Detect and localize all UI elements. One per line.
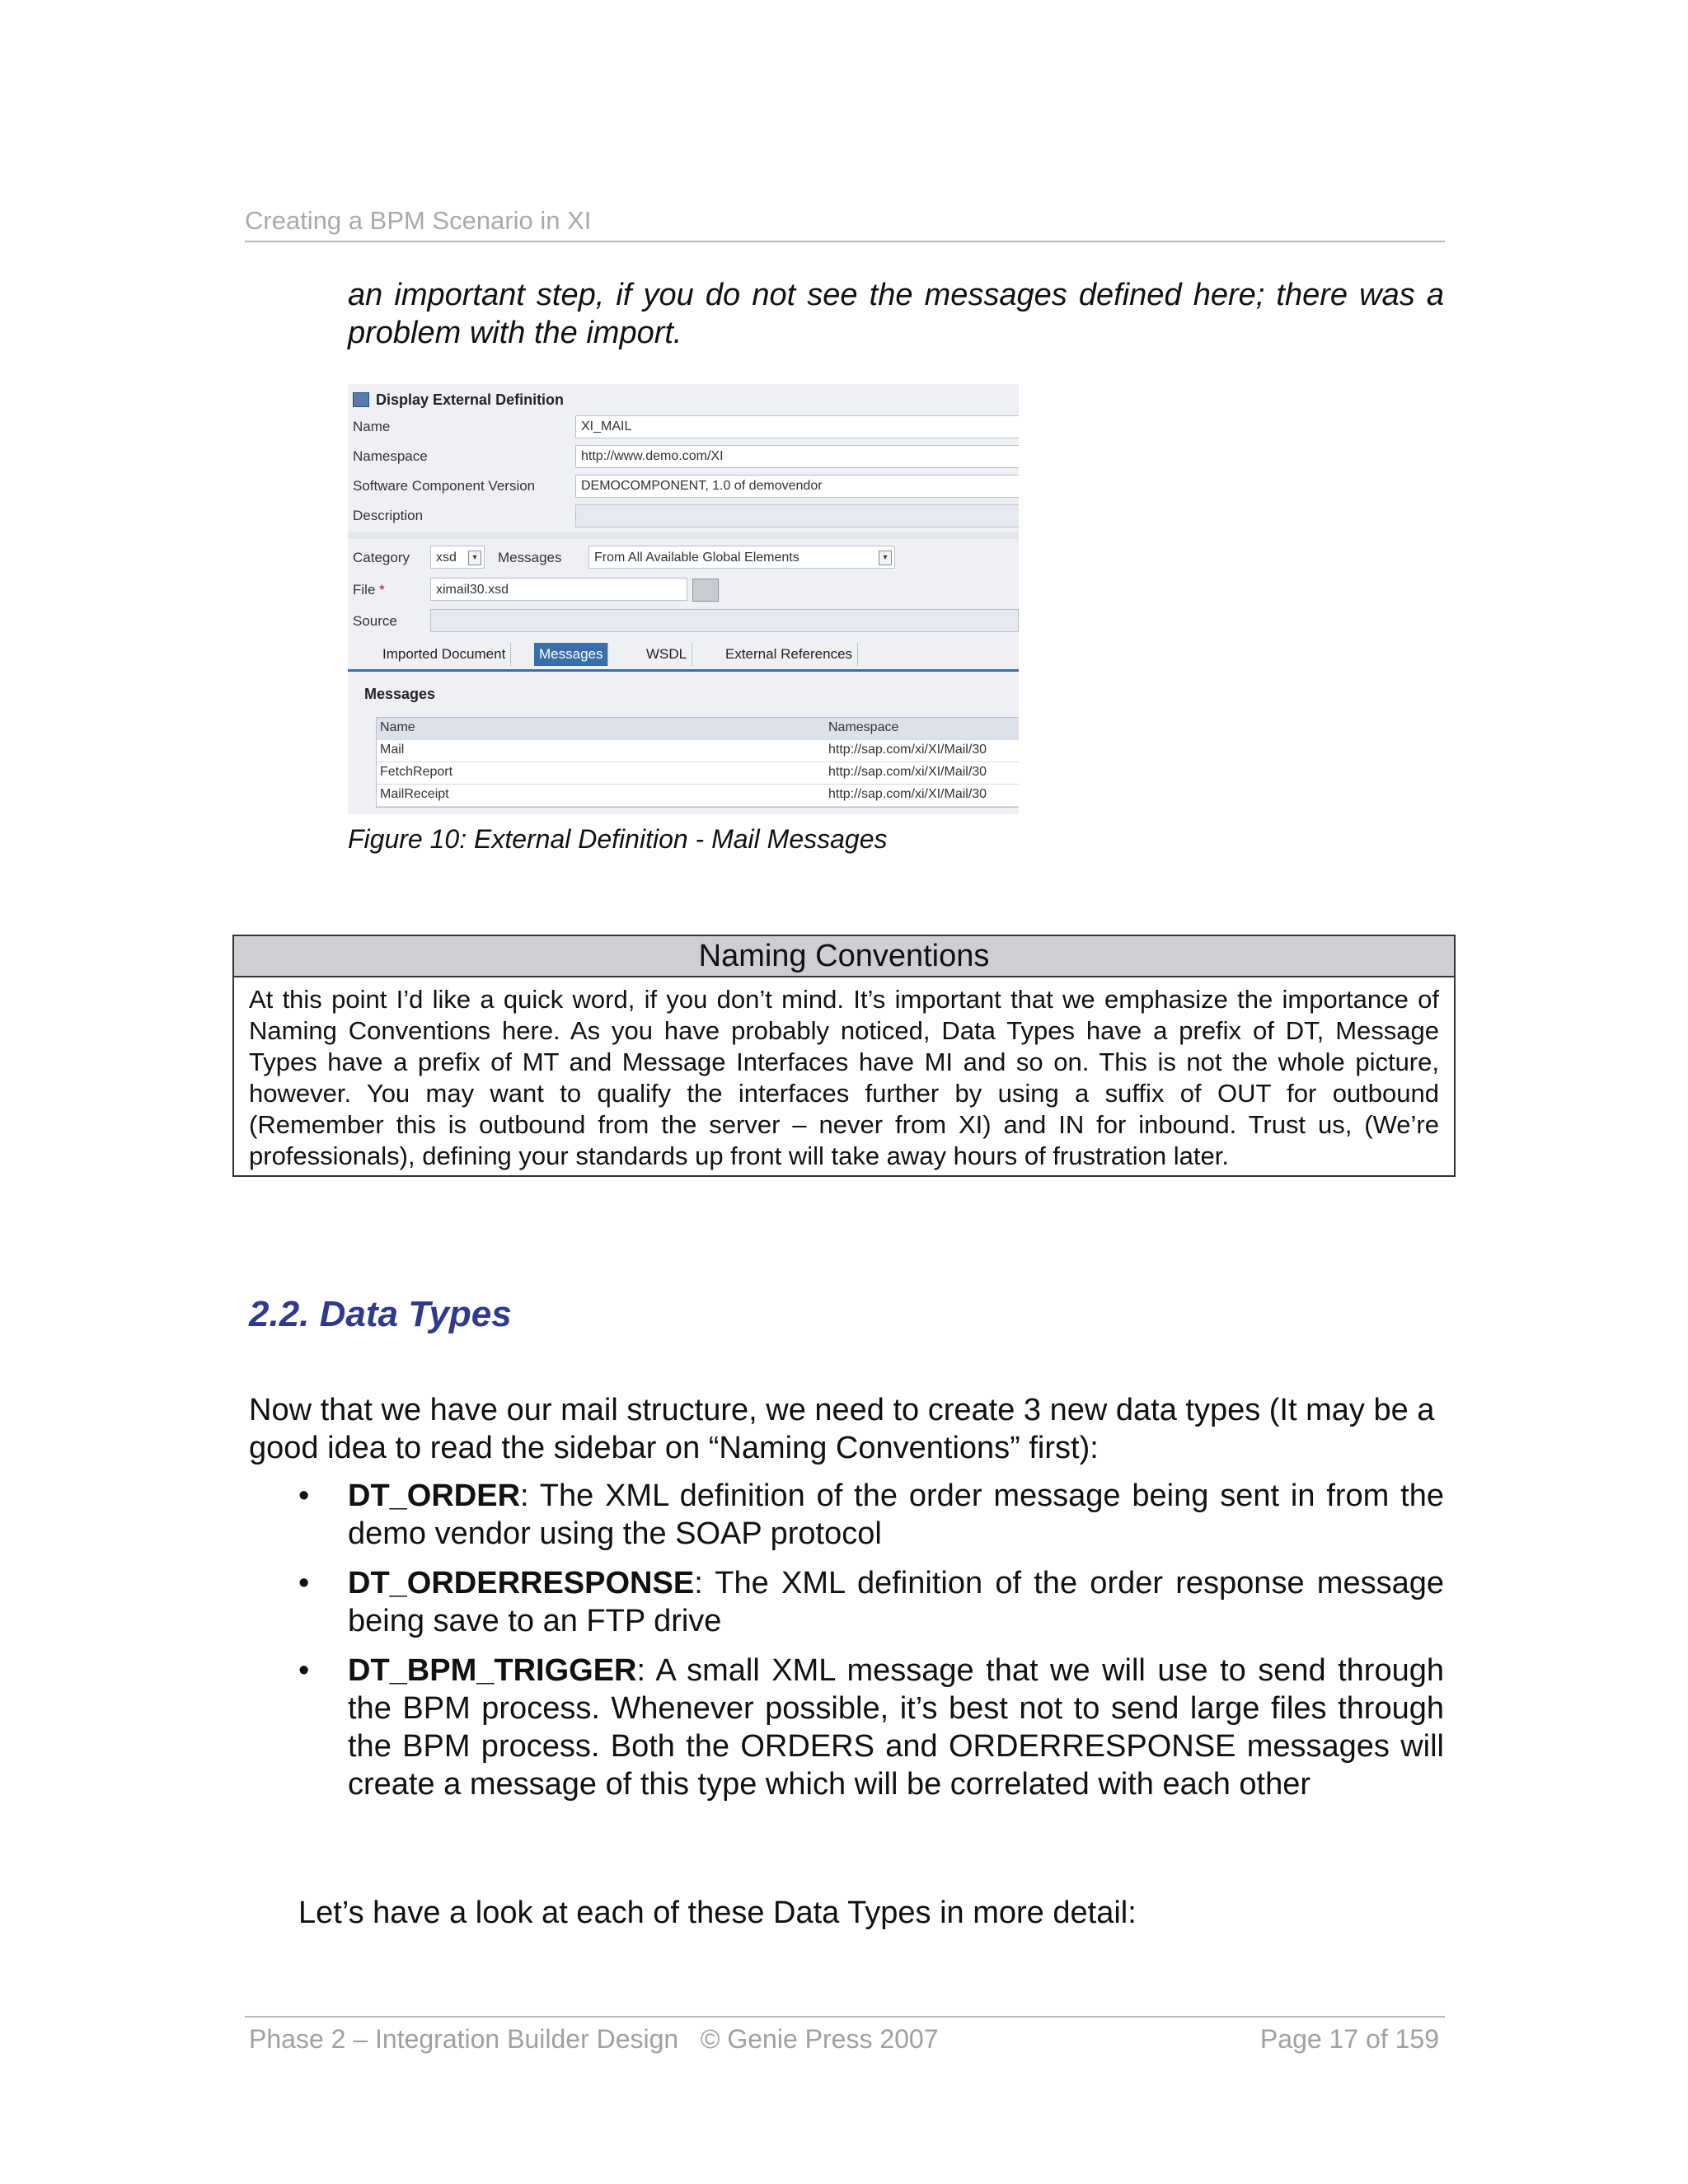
data-types-list [298, 1477, 1444, 1815]
description-field-row [348, 501, 1019, 529]
list-item-text: : The XML definition of the order message being sent in from the demo vendor using the SOAP protocol [348, 1479, 1444, 1551]
bullet-icon: • [298, 1479, 310, 1513]
table-row[interactable] [377, 785, 1019, 807]
bullet-icon: • [298, 1566, 310, 1601]
body-paragraph: Now that we have our mail structure, we need to create 3 new data types (It may be a good idea to read the sidebar on “Naming Conventions” first): [249, 1393, 1435, 1465]
source-input[interactable] [430, 609, 1019, 632]
required-marker: * [379, 582, 385, 598]
name-field-row [348, 412, 1019, 440]
footer-divider [245, 2016, 1445, 2018]
software-component-row [348, 471, 1019, 499]
running-header: Creating a BPM Scenario in XI [245, 206, 592, 235]
name-label: Name [353, 419, 391, 434]
list-item [298, 1477, 1444, 1553]
column-header-namespace[interactable]: Namespace [828, 720, 899, 734]
tab-underline [348, 669, 1019, 672]
list-item [298, 1652, 1444, 1803]
figure-title-text: Display External Definition [376, 391, 565, 408]
software-component-label: Software Component Version [353, 478, 536, 494]
list-item-term: DT_ORDER [348, 1479, 521, 1513]
message-name: Mail [380, 743, 405, 757]
dropdown-arrow-icon: ▾ [468, 551, 481, 565]
file-row [348, 575, 1019, 603]
figure-window-title [353, 389, 564, 410]
source-row [348, 607, 1019, 635]
list-item-text: : The XML definition of the order response message being save to an FTP drive [348, 1566, 1444, 1638]
tab-external-references[interactable]: External References [720, 643, 858, 666]
intro-paragraph: an important step, if you do not see the messages defined here; there was a problem with the import. [348, 278, 1444, 350]
tab-wsdl[interactable]: WSDL [641, 643, 692, 666]
file-label-text: File [353, 582, 376, 598]
table-row[interactable] [377, 740, 1019, 762]
category-label: Category [353, 550, 410, 565]
list-item-term: DT_ORDERRESPONSE [348, 1566, 695, 1601]
page-number: Page 17 of 159 [1259, 2024, 1439, 2054]
namespace-field-row [348, 442, 1019, 470]
footer-left-text: Phase 2 – Integration Builder Design © Genie Press 2007 [249, 2024, 939, 2054]
list-item-term: DT_BPM_TRIGGER [348, 1653, 637, 1688]
software-component-value[interactable]: DEMOCOMPONENT, 1.0 of demovendor [575, 475, 1019, 498]
namespace-value[interactable]: http://www.demo.com/XI [575, 445, 1019, 468]
tab-imported-document[interactable]: Imported Document [377, 643, 511, 666]
naming-conventions-sidebar [232, 935, 1456, 1177]
description-label: Description [353, 508, 424, 523]
messages-heading: Messages [364, 686, 436, 702]
message-namespace: http://sap.com/xi/XI/Mail/30 [828, 787, 987, 801]
messages-filter-value: From All Available Global Elements [594, 551, 799, 565]
table-header-row [377, 718, 1019, 740]
category-select[interactable] [430, 546, 485, 569]
category-row [348, 543, 1019, 571]
list-item-text: : A small XML message that we will use to send through the BPM process. Whenever possible, it’s best not to send large files through the BPM process. Both the ORDERS and ORDERRESPONSE messages will create a message of this type which will be correlated with each other [348, 1653, 1444, 1802]
table-row[interactable] [377, 762, 1019, 785]
description-value[interactable] [575, 504, 1019, 527]
category-select-value: xsd [436, 551, 457, 565]
bullet-icon: • [298, 1653, 310, 1688]
messages-filter-label: Messages [498, 550, 562, 565]
message-namespace: http://sap.com/xi/XI/Mail/30 [828, 743, 987, 757]
sidebar-body: At this point I’d like a quick word, if you don’t mind. It’s important that we emphasize the importance of Naming Conventions here. As you have probably noticed, Data Types have a prefix of DT, Message Types have a prefix of MT and Message Interfaces have MI and so on. This is not the whole picture, however. You may want to qualify the interfaces further by using a suffix of OUT for outbound (Remember this is outbound from the server – never from XI) and IN for inbound. Trust us, (We’re professionals), defining your standards up front will take away hours of frustration later. [249, 985, 1439, 1170]
file-input-value: ximail30.xsd [436, 583, 509, 597]
closing-sentence: Let’s have a look at each of these Data Types in more detail: [298, 1896, 1137, 1930]
file-label [353, 582, 385, 598]
dropdown-arrow-icon: ▾ [879, 551, 892, 565]
name-value[interactable]: XI_MAIL [575, 415, 1019, 438]
section-heading: 2.2. Data Types [249, 1294, 512, 1334]
header-divider [245, 241, 1445, 242]
column-header-name[interactable]: Name [380, 720, 415, 734]
browse-icon[interactable] [692, 579, 719, 602]
message-name: MailReceipt [380, 787, 449, 801]
message-name: FetchReport [380, 765, 453, 779]
external-definition-screenshot [348, 384, 1019, 814]
messages-filter-select[interactable] [588, 546, 895, 569]
sidebar-title: Naming Conventions [234, 936, 1454, 977]
list-item [298, 1564, 1444, 1640]
tab-strip [348, 638, 1019, 668]
file-input[interactable] [430, 578, 687, 601]
tab-messages[interactable]: Messages [534, 643, 608, 666]
figure-caption: Figure 10: External Definition - Mail Messages [348, 824, 888, 854]
messages-table [376, 717, 1019, 808]
form-separator [348, 532, 1019, 539]
namespace-label: Namespace [353, 448, 428, 464]
display-icon [353, 392, 369, 407]
source-label: Source [353, 613, 397, 629]
message-namespace: http://sap.com/xi/XI/Mail/30 [828, 765, 987, 779]
